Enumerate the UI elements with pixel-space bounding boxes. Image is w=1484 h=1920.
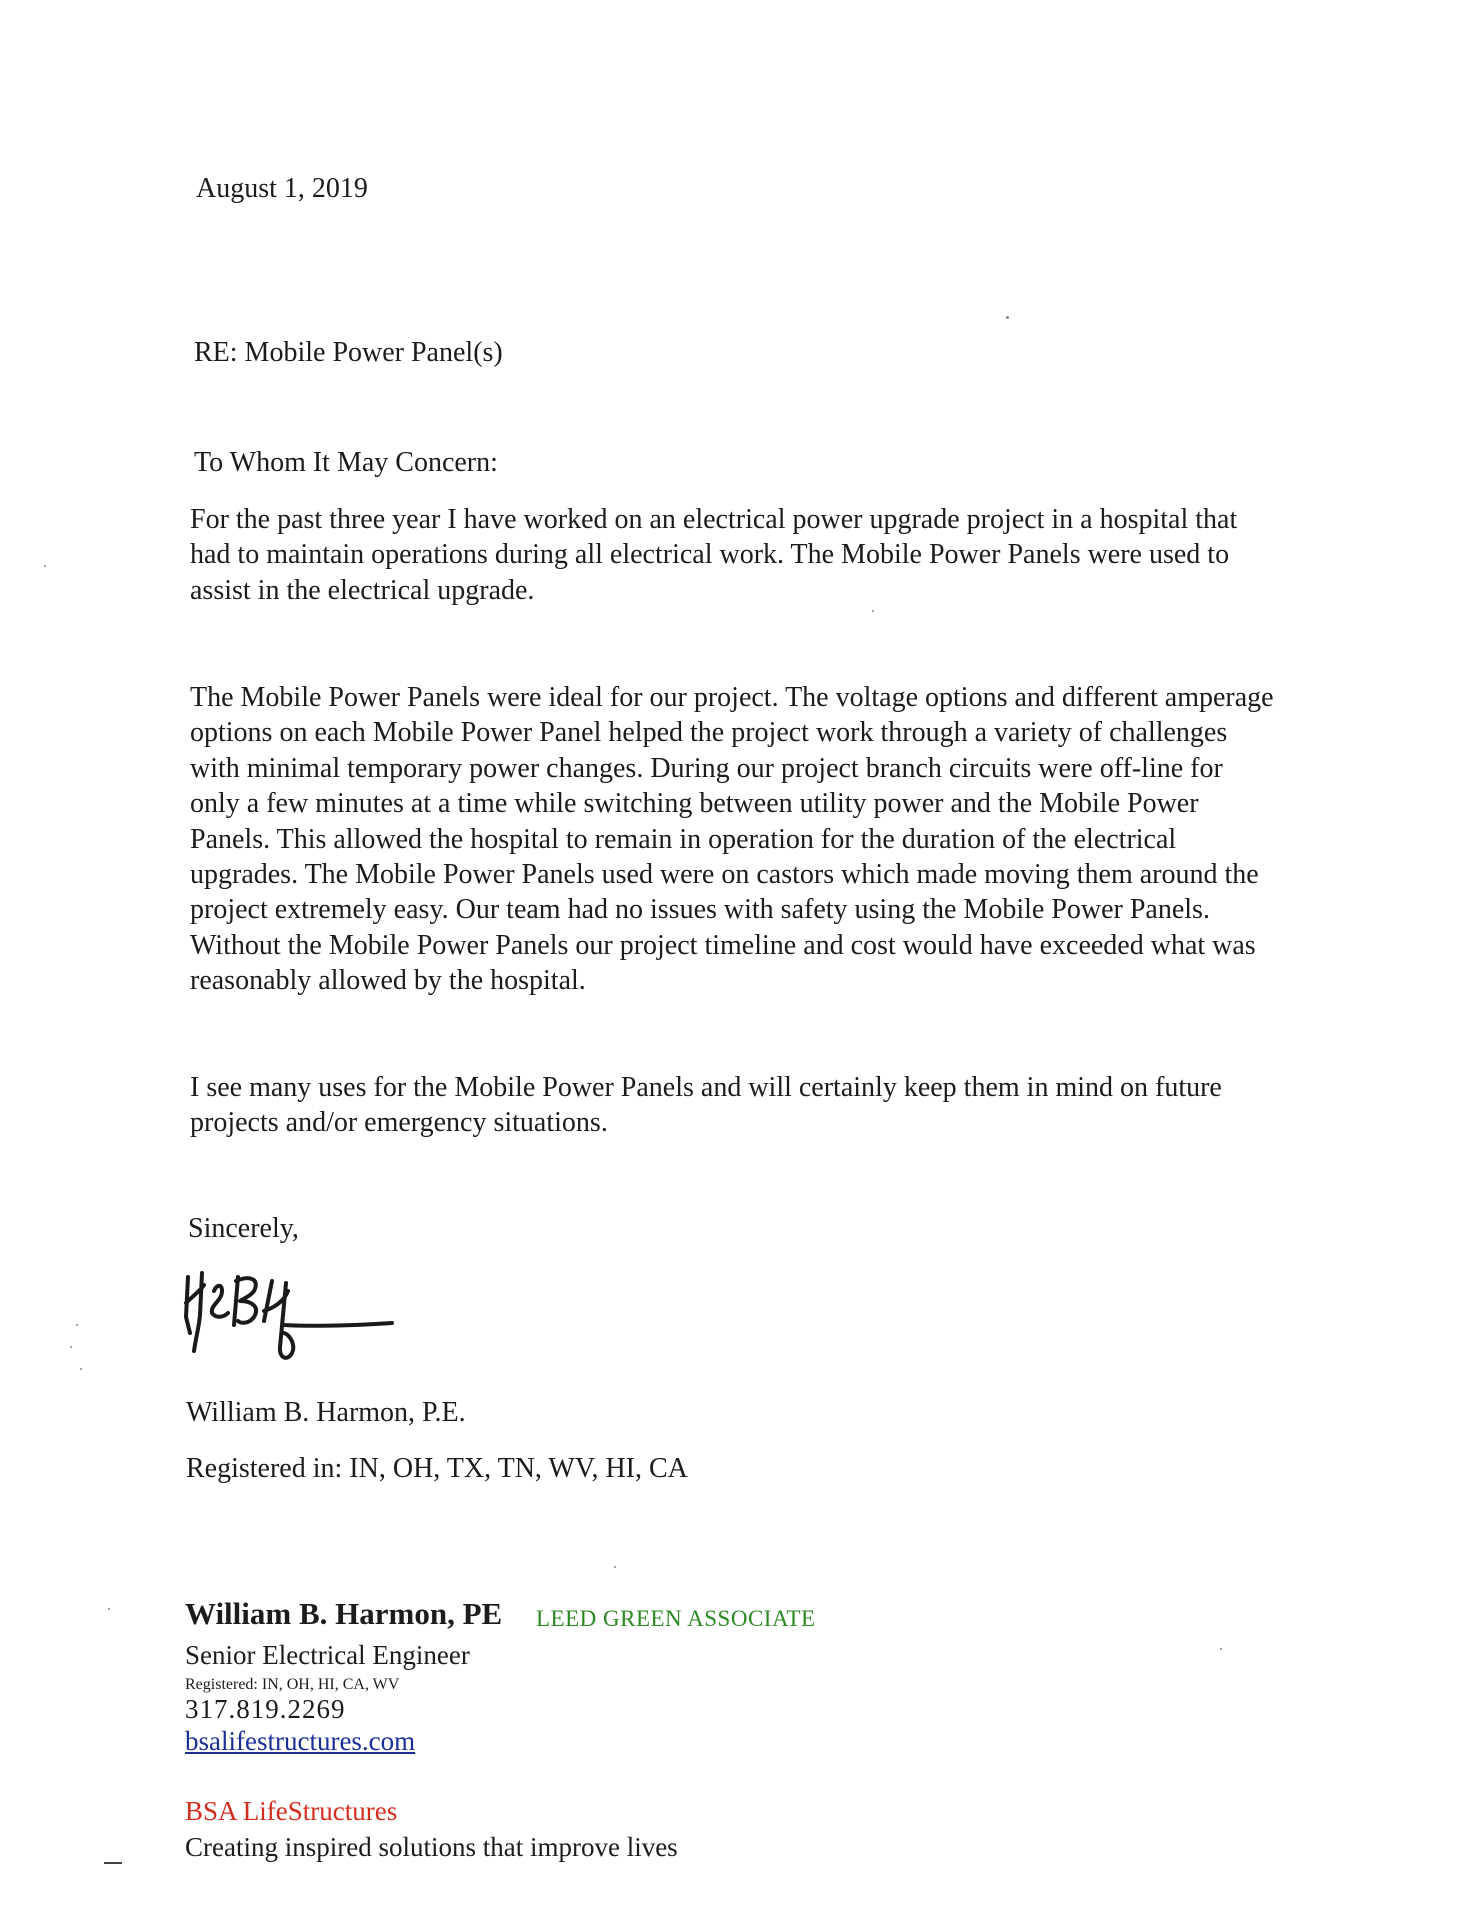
company-name: BSA LifeStructures bbox=[185, 1796, 398, 1826]
paragraph-line: with minimal temporary power changes. During our project branch circuits were off-line for bbox=[190, 752, 1223, 784]
scan-speck bbox=[108, 1608, 110, 1610]
phone-number: 317.819.2269 bbox=[185, 1694, 346, 1724]
paragraph-line: assist in the electrical upgrade. bbox=[190, 574, 535, 606]
registration-states: Registered in: IN, OH, TX, TN, WV, HI, CA bbox=[186, 1453, 688, 1484]
scan-speck bbox=[1006, 316, 1009, 319]
paragraph-line: For the past three year I have worked on an electrical power upgrade project in a hospital that bbox=[190, 504, 1238, 535]
company-tagline: Creating inspired solutions that improve lives bbox=[185, 1832, 678, 1862]
paragraph-line: project extremely easy. Our team had no issues with safety using the Mobile Power Panels. bbox=[190, 894, 1210, 926]
leed-credential: LEED GREEN ASSOCIATE bbox=[536, 1606, 816, 1631]
closing: Sincerely, bbox=[188, 1213, 299, 1244]
paragraph-3 bbox=[190, 1070, 1310, 1141]
letter-date: August 1, 2019 bbox=[196, 173, 368, 204]
scan-speck bbox=[614, 1566, 616, 1568]
signer-name: William B. Harmon, P.E. bbox=[186, 1397, 466, 1428]
paragraph-line: had to maintain operations during all electrical work. The Mobile Power Panels were used to bbox=[190, 539, 1230, 571]
scan-speck bbox=[1220, 1648, 1222, 1650]
paragraph-line: options on each Mobile Power Panel helped the project work through a variety of challenges bbox=[190, 717, 1228, 749]
paragraph-1 bbox=[190, 502, 1310, 608]
salutation: To Whom It May Concern: bbox=[194, 447, 498, 478]
signature-registration: Registered: IN, OH, HI, CA, WV bbox=[185, 1676, 400, 1693]
paragraph-line: only a few minutes at a time while switching between utility power and the Mobile Power bbox=[190, 788, 1199, 820]
scan-speck bbox=[80, 1368, 82, 1370]
scan-mark bbox=[104, 1862, 122, 1864]
paragraph-line: I see many uses for the Mobile Power Panels and will certainly keep them in mind on future bbox=[190, 1072, 1222, 1103]
scan-speck bbox=[44, 565, 46, 567]
paragraph-line: upgrades. The Mobile Power Panels used were on castors which made moving them around the bbox=[190, 859, 1259, 891]
subject-line: RE: Mobile Power Panel(s) bbox=[194, 337, 503, 368]
job-title: Senior Electrical Engineer bbox=[185, 1640, 470, 1670]
paragraph-line: projects and/or emergency situations. bbox=[190, 1107, 608, 1139]
paragraph-line: Panels. This allowed the hospital to remain in operation for the duration of the electrical bbox=[190, 823, 1177, 855]
scan-speck bbox=[76, 1324, 78, 1326]
signature-name: William B. Harmon, PE bbox=[185, 1596, 503, 1631]
paragraph-line: The Mobile Power Panels were ideal for our project. The voltage options and different amperage bbox=[190, 682, 1274, 713]
paragraph-line: reasonably allowed by the hospital. bbox=[190, 965, 586, 997]
paragraph-2 bbox=[190, 680, 1310, 999]
handwritten-signature-icon bbox=[180, 1255, 400, 1375]
paragraph-line: Without the Mobile Power Panels our project timeline and cost would have exceeded what was bbox=[190, 929, 1256, 961]
scan-speck bbox=[872, 610, 874, 612]
website-link[interactable]: bsalifestructures.com bbox=[185, 1726, 416, 1756]
scan-speck bbox=[70, 1346, 72, 1348]
